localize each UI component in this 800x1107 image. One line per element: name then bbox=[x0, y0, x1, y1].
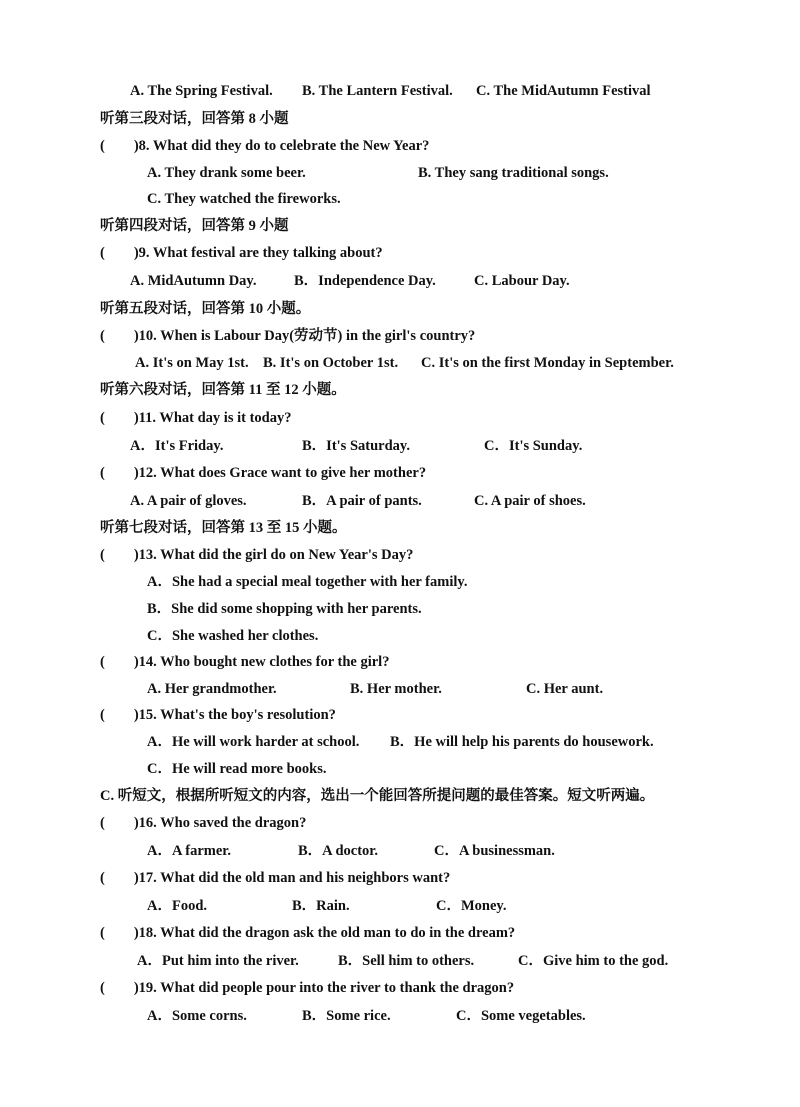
answer-option: A. A pair of gloves. bbox=[130, 493, 247, 509]
answer-option: C．Some vegetables. bbox=[456, 1008, 586, 1024]
answer-option: B．A doctor. bbox=[298, 843, 379, 859]
answer-option: A．Some corns. bbox=[147, 1008, 247, 1024]
answer-option: A. The Spring Festival. bbox=[130, 83, 273, 99]
question-line: ( )10. When is Labour Day(劳动节) in the girl's country? bbox=[100, 328, 476, 344]
answer-option: A．He will work harder at school. bbox=[147, 734, 360, 750]
answer-option: C. It's on the first Monday in September. bbox=[421, 355, 674, 371]
answer-option: B．It's Saturday. bbox=[302, 438, 410, 454]
question-line: ( )8. What did they do to celebrate the New Year? bbox=[100, 138, 430, 154]
section-instruction: 听第六段对话，回答第 11 至 12 小题。 bbox=[100, 382, 346, 398]
answer-option: B. The Lantern Festival. bbox=[302, 83, 453, 99]
question-line: ( )15. What's the boy's resolution? bbox=[100, 707, 336, 723]
answer-option: C．A businessman. bbox=[434, 843, 555, 859]
question-line: ( )16. Who saved the dragon? bbox=[100, 815, 307, 831]
section-instruction: 听第七段对话，回答第 13 至 15 小题。 bbox=[100, 520, 347, 536]
question-line: ( )19. What did people pour into the river to thank the dragon? bbox=[100, 980, 515, 996]
answer-option: C. The MidAutumn Festival bbox=[476, 83, 651, 99]
answer-option: C. Her aunt. bbox=[526, 681, 604, 697]
question-line: ( )11. What day is it today? bbox=[100, 410, 292, 426]
question-line: ( )12. What does Grace want to give her mother? bbox=[100, 465, 427, 481]
answer-option: A．She had a special meal together with her family. bbox=[147, 574, 468, 590]
question-line: ( )9. What festival are they talking about? bbox=[100, 245, 383, 261]
answer-option: B．A pair of pants. bbox=[302, 493, 422, 509]
answer-option: B．Rain. bbox=[292, 898, 350, 914]
section-instruction: 听第五段对话，回答第 10 小题。 bbox=[100, 301, 311, 317]
answer-option: A．Food. bbox=[147, 898, 208, 914]
answer-option: B. Her mother. bbox=[350, 681, 442, 697]
answer-option: B．Sell him to others. bbox=[338, 953, 475, 969]
answer-option: B．Some rice. bbox=[302, 1008, 391, 1024]
answer-option: A. It's on May 1st. bbox=[135, 355, 249, 371]
section-instruction: 听第四段对话，回答第 9 小题 bbox=[100, 218, 289, 234]
answer-option: C．He will read more books. bbox=[147, 761, 327, 777]
answer-option: A. MidAutumn Day. bbox=[130, 273, 257, 289]
answer-option: B. They sang traditional songs. bbox=[418, 165, 609, 181]
answer-option: C. Labour Day. bbox=[474, 273, 570, 289]
answer-option: C．It's Sunday. bbox=[484, 438, 583, 454]
answer-option: A．It's Friday. bbox=[130, 438, 224, 454]
answer-option: C. They watched the fireworks. bbox=[147, 191, 341, 207]
answer-option: A. They drank some beer. bbox=[147, 165, 306, 181]
answer-option: B．She did some shopping with her parents. bbox=[147, 601, 422, 617]
question-line: ( )17. What did the old man and his neighbors want? bbox=[100, 870, 451, 886]
answer-option: C. A pair of shoes. bbox=[474, 493, 586, 509]
question-line: ( )13. What did the girl do on New Year's Day? bbox=[100, 547, 414, 563]
question-line: ( )14. Who bought new clothes for the girl? bbox=[100, 654, 390, 670]
answer-option: B．Independence Day. bbox=[294, 273, 436, 289]
answer-option: B. It's on October 1st. bbox=[263, 355, 399, 371]
answer-option: B．He will help his parents do housework. bbox=[390, 734, 654, 750]
answer-option: A．A farmer. bbox=[147, 843, 232, 859]
answer-option: A. Her grandmother. bbox=[147, 681, 277, 697]
answer-option: C．She washed her clothes. bbox=[147, 628, 319, 644]
question-line: ( )18. What did the dragon ask the old man to do in the dream? bbox=[100, 925, 516, 941]
answer-option: C．Money. bbox=[436, 898, 507, 914]
section-instruction: C. 听短文，根据所听短文的内容，选出一个能回答所提问题的最佳答案。短文听两遍。 bbox=[100, 788, 655, 804]
answer-option: A．Put him into the river. bbox=[137, 953, 299, 969]
section-instruction: 听第三段对话，回答第 8 小题 bbox=[100, 111, 289, 127]
answer-option: C．Give him to the god. bbox=[518, 953, 669, 969]
